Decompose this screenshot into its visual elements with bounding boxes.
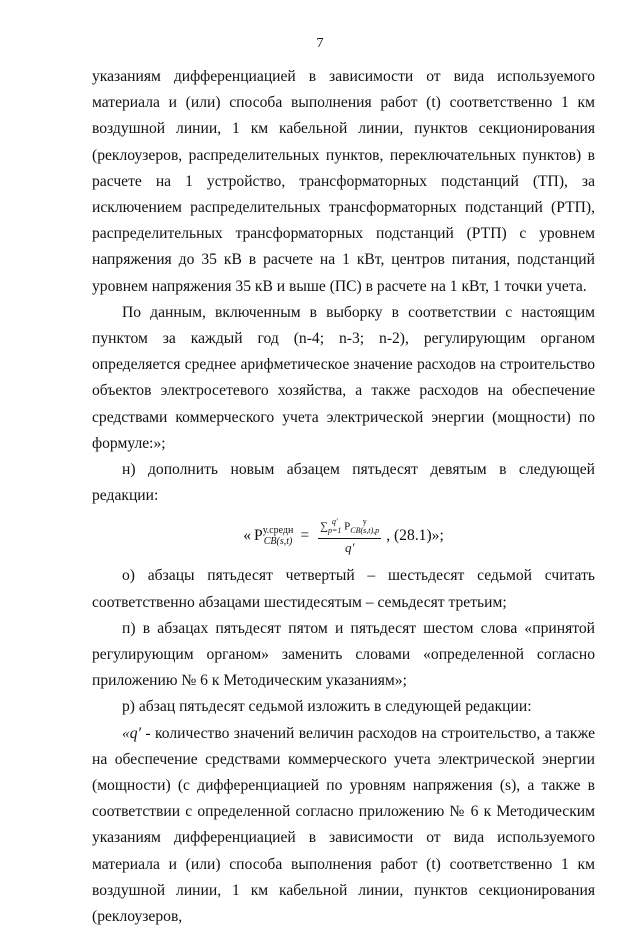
- page-number: 7: [316, 36, 324, 51]
- formula-equals: =: [300, 527, 310, 545]
- formula-numerator: ∑ q′ p=1 P у СВ(s,t),p: [318, 518, 381, 539]
- formula-open-quote: «: [243, 527, 251, 545]
- paragraph-item-p: п) в абзацах пятьдесят пятом и пятьдесят шестом слова «принятой регулирующим органом» заменить словами «определенной согласно приложению № 6 к Методическим указаниям»;: [92, 619, 595, 690]
- paragraph-average-calculation: По данным, включенным в выборку в соответствии с настоящим пунктом за каждый год (n-4; n-3; n-2), регулирующим органом определяется среднее арифметическое значение расходов на строительство объектов электросетевого хозяйства, а также расходов на обеспечение средствами коммерческого учета электрической энергии (мощности) по формуле:»;: [92, 303, 595, 452]
- formula-28-1: [92, 509, 595, 563]
- paragraph-continued: указаниям дифференциацией в зависимости от вида используемого материала и (или) способа выполнения работ (t) соответственно 1 км воздушной линии, 1 км кабельной линии, пунктов секционирования (реклоузеров, распределительных пунктов, переключательных пунктов) в расчете на 1 устройство, трансформаторных подстанций (ТП), за исключением распределительных трансформаторных подстанций (РТП), распределительных трансформаторных подстанций (РТП) с уровнем напряжения до 35 кВ в расчете на 1 кВт, центров питания, подстанций уровнем напряжения 35 кВ и выше (ПС) в расчете на 1 кВт, 1 точки учета.: [92, 68, 595, 295]
- paragraph-item-n: н) дополнить новым абзацем пятьдесят девятым в следующей редакции:: [92, 461, 595, 505]
- formula-lhs: P у.средн СВ(s,t): [254, 525, 294, 548]
- formula-tail: , (28.1)»;: [386, 527, 444, 545]
- paragraph-item-r: р) абзац пятьдесят седьмой изложить в следующей редакции:: [122, 698, 532, 716]
- paragraph-q-definition: [92, 721, 595, 930]
- formula-denominator: q′: [345, 540, 355, 556]
- document-body: [92, 64, 595, 930]
- q-definition-text: - количество значений величин расходов на строительство, а также на обеспечение средствами коммерческого учета электрической энергии (мощности) (с дифференциацией по уровням напряжения (s), а также в соответствии с определенной согласно приложению № 6 к Методическим указаниям дифференциацией в зависимости от вида используемого материала и (или) способа выполнения работ (t) соответственно 1 км воздушной линии, 1 км кабельной линии, пунктов секционирования (реклоузеров,: [92, 724, 595, 926]
- paragraph-item-o: о) абзацы пятьдесят четвертый – шестьдесят седьмой считать соответственно абзацами шестидесятым – семьдесят третьим;: [92, 567, 595, 611]
- formula-fraction: [318, 518, 381, 554]
- q-prime-symbol: «q′: [122, 724, 142, 742]
